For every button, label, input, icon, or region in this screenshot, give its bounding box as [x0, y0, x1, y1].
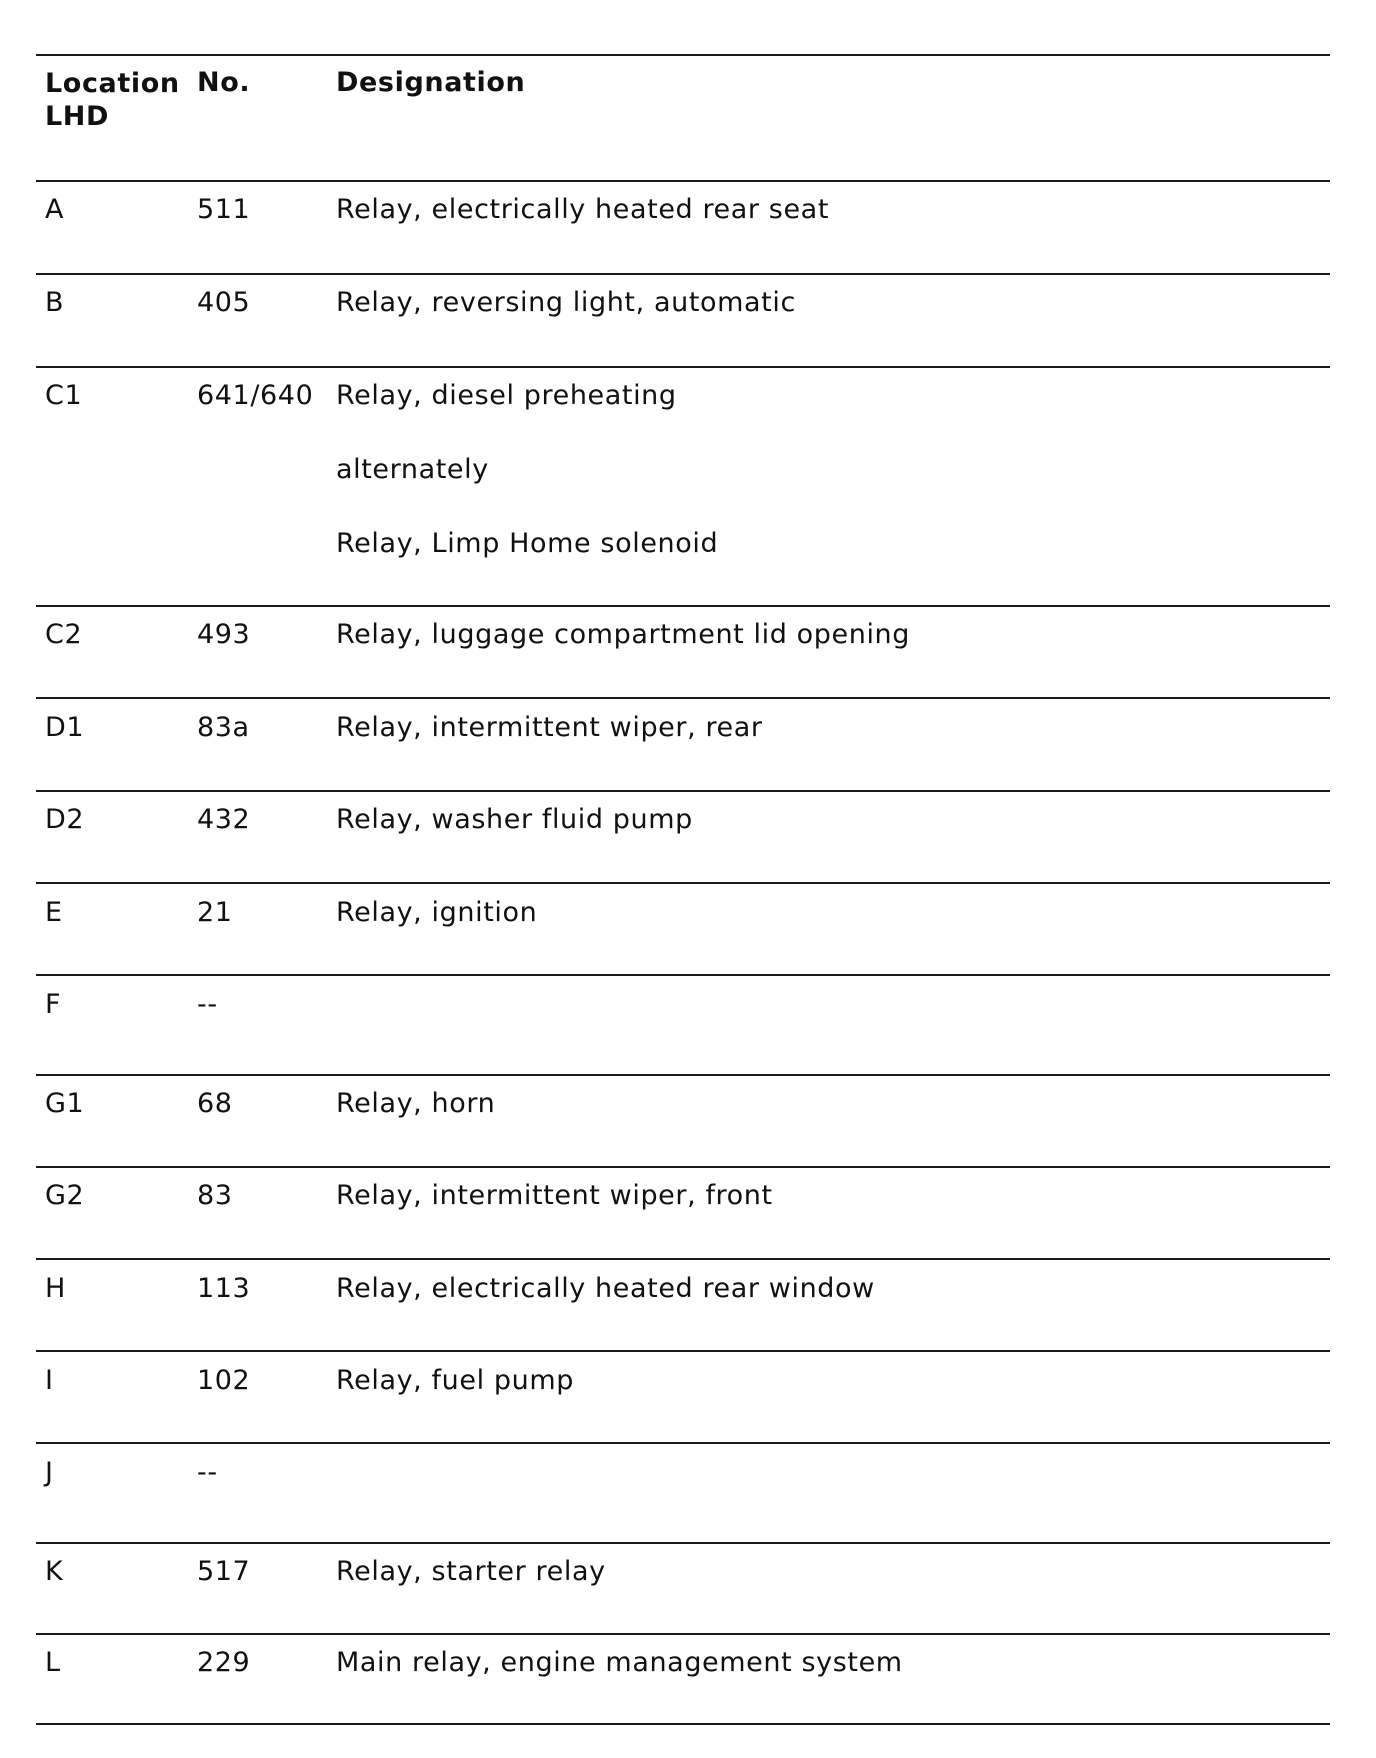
row-rule [36, 1166, 1330, 1168]
cell-location: K [45, 1556, 64, 1587]
cell-designation: Relay, diesel preheating [336, 380, 677, 411]
cell-designation: Main relay, engine management system [336, 1647, 903, 1678]
cell-designation: Relay, electrically heated rear seat [336, 194, 830, 225]
cell-designation: Relay, ignition [336, 897, 538, 928]
cell-no: 102 [197, 1365, 251, 1396]
row-rule [36, 1350, 1330, 1352]
header-designation: Designation [336, 67, 526, 98]
row-rule [36, 366, 1330, 368]
cell-designation: Relay, intermittent wiper, front [336, 1180, 773, 1211]
header-location: Location LHD [45, 68, 180, 132]
row-rule [36, 790, 1330, 792]
cell-no: 21 [197, 897, 233, 928]
cell-location: A [45, 194, 65, 225]
cell-designation-line3: Relay, Limp Home solenoid [336, 528, 719, 559]
cell-no: 405 [197, 287, 251, 318]
cell-designation: Relay, fuel pump [336, 1365, 574, 1396]
cell-location: F [45, 989, 62, 1020]
row-rule [36, 1442, 1330, 1444]
cell-location: D2 [45, 804, 85, 835]
cell-designation: Relay, starter relay [336, 1556, 606, 1587]
cell-no: 517 [197, 1556, 251, 1587]
cell-no: 83 [197, 1180, 233, 1211]
table-top-rule [36, 54, 1330, 56]
cell-location: E [45, 897, 63, 928]
cell-designation: Relay, washer fluid pump [336, 804, 693, 835]
cell-no: -- [197, 989, 218, 1020]
row-rule [36, 1258, 1330, 1260]
cell-designation-line2: alternately [336, 454, 489, 485]
cell-location: G1 [45, 1088, 85, 1119]
cell-no: 511 [197, 194, 251, 225]
cell-no: 229 [197, 1647, 251, 1678]
row-rule [36, 974, 1330, 976]
cell-no: 432 [197, 804, 251, 835]
cell-location: J [45, 1457, 54, 1488]
cell-location: C2 [45, 619, 83, 650]
row-rule [36, 1074, 1330, 1076]
cell-no: -- [197, 1457, 218, 1488]
cell-designation: Relay, intermittent wiper, rear [336, 712, 763, 743]
cell-designation: Relay, horn [336, 1088, 496, 1119]
header-bottom-rule [36, 180, 1330, 182]
row-rule [36, 273, 1330, 275]
row-rule [36, 605, 1330, 607]
cell-location: G2 [45, 1180, 85, 1211]
cell-no: 113 [197, 1273, 251, 1304]
cell-location: B [45, 287, 65, 318]
row-rule [36, 1542, 1330, 1544]
row-rule [36, 1633, 1330, 1635]
cell-no: 68 [197, 1088, 233, 1119]
cell-location: I [45, 1365, 54, 1396]
cell-designation: Relay, reversing light, automatic [336, 287, 796, 318]
cell-no: 83a [197, 712, 250, 743]
cell-designation: Relay, luggage compartment lid opening [336, 619, 911, 650]
row-rule [36, 882, 1330, 884]
cell-location: H [45, 1273, 66, 1304]
row-rule [36, 697, 1330, 699]
cell-designation: Relay, electrically heated rear window [336, 1273, 875, 1304]
cell-no: 493 [197, 619, 251, 650]
header-no: No. [197, 67, 251, 98]
cell-location: C1 [45, 380, 83, 411]
table-bottom-rule [36, 1723, 1330, 1725]
cell-no: 641/640 [197, 380, 314, 411]
cell-location: L [45, 1647, 61, 1678]
cell-location: D1 [45, 712, 85, 743]
